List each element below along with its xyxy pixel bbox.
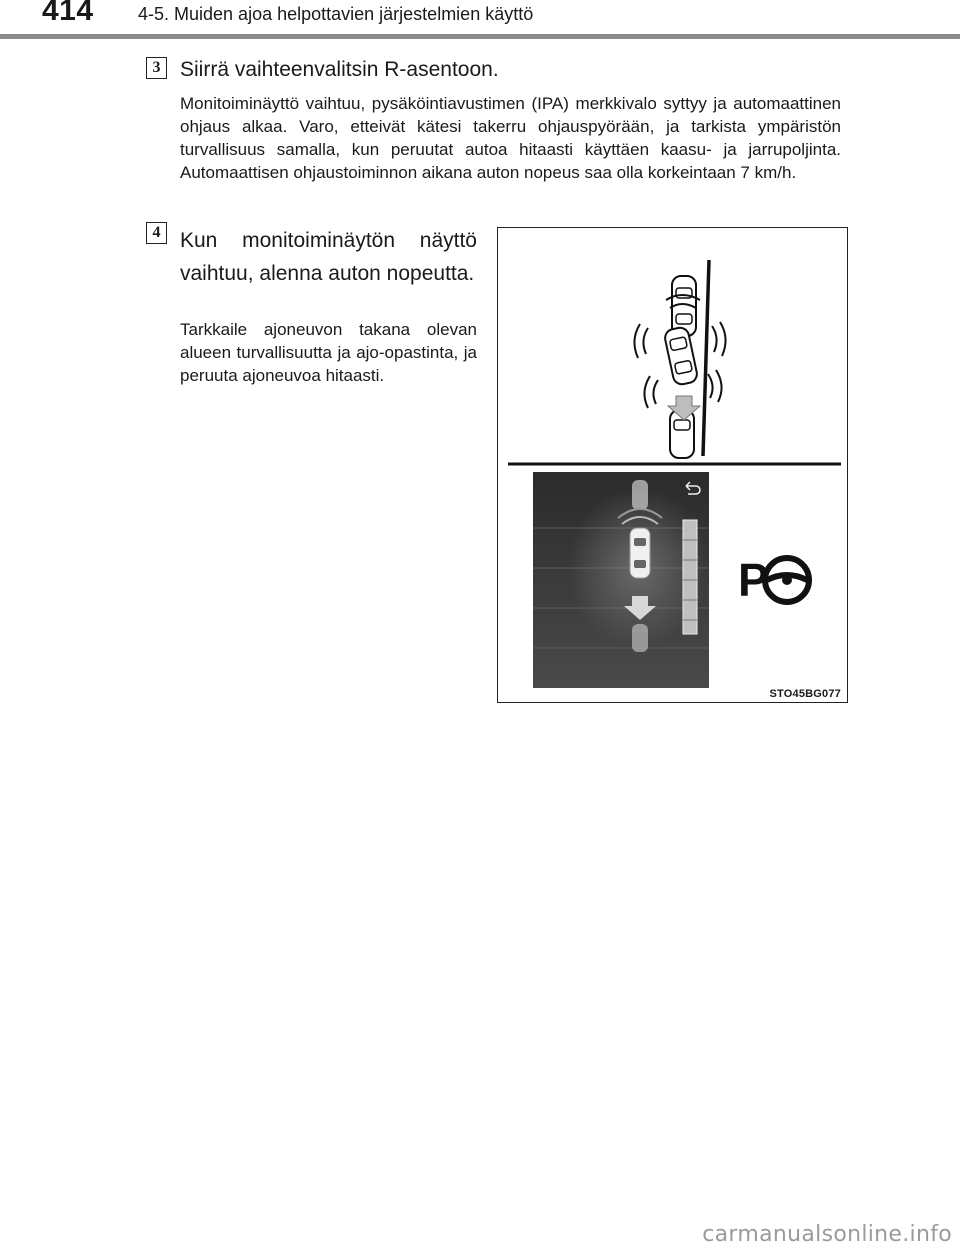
step-3-title: Siirrä vaihteenvalitsin R-asentoon. bbox=[180, 58, 499, 81]
running-header: 4-5. Muiden ajoa helpottavien järjestelmien käyttö bbox=[138, 4, 534, 24]
figure-code: STO45BG077 bbox=[769, 688, 841, 700]
step-4-title: Kun monitoiminäytön näyttö vaihtuu, alenna auton nopeutta. bbox=[180, 229, 477, 285]
parking-assist-figure bbox=[497, 227, 848, 703]
curb-line bbox=[703, 260, 709, 456]
figure-illustration bbox=[498, 228, 849, 704]
step-4-badge: 4 bbox=[146, 222, 167, 244]
car-top-view-icon bbox=[663, 326, 698, 386]
watermark: carmanualsonline.info bbox=[702, 1222, 952, 1247]
header-rule bbox=[0, 34, 960, 39]
monitor-screen bbox=[533, 472, 709, 688]
parking-symbol: P bbox=[738, 554, 769, 606]
page-number: 414 bbox=[42, 0, 94, 27]
step-3-body: Monitoiminäyttö vaihtuu, pysäköintiavustimen (IPA) merkkivalo syttyy ja automaattinen ohjaus alkaa. Varo, etteivät kätesi takerru ohjauspyörään, ja tarkista ympäristön turvallisuus samalla, kun peruutat autoa hitaasti käyttäen kaasu- ja jarrupoljinta. Automaattisen ohjaustoiminnon aikana auton nopeus saa olla korkeintaan 7 km/h. bbox=[180, 94, 841, 182]
speed-bar-icon bbox=[683, 520, 697, 634]
step-3-badge: 3 bbox=[146, 57, 167, 79]
steering-wheel-icon bbox=[765, 558, 809, 602]
step-4-body: Tarkkaile ajoneuvon takana olevan alueen turvallisuutta ja ajo-opastinta, ja peruuta ajoneuvoa hitaasti. bbox=[180, 320, 477, 385]
